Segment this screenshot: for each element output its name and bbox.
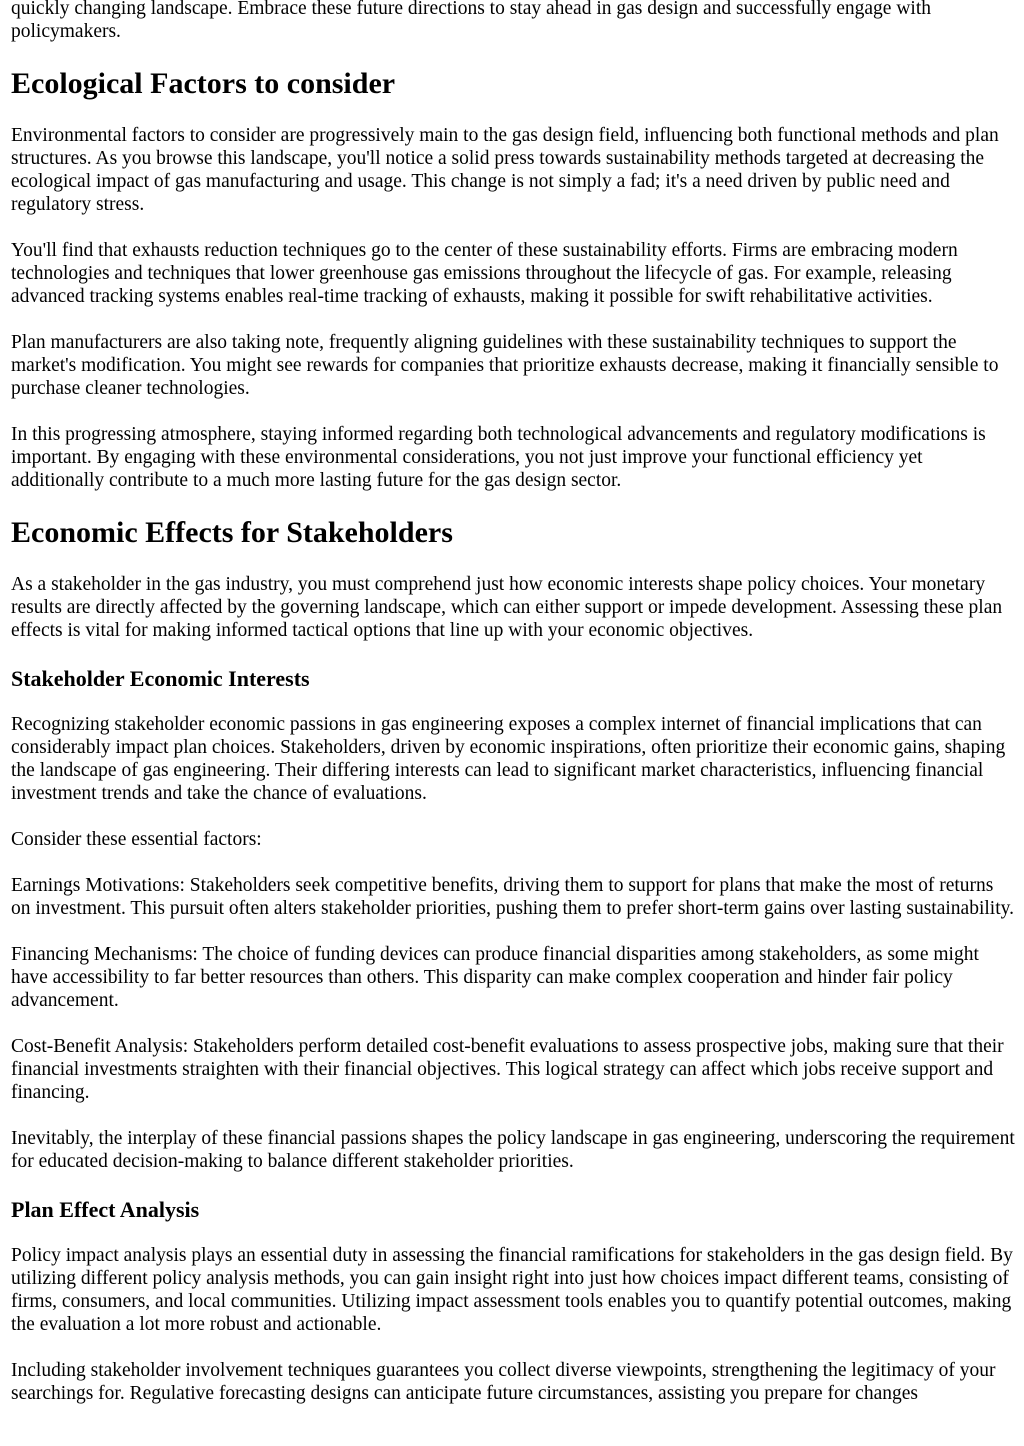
- paragraph: Cost-Benefit Analysis: Stakeholders perform detailed cost-benefit evaluations to assess prospective jobs, making sure that their financial investments straighten with their financial objectives. This logical strategy can affect which jobs receive support and financing.: [11, 1036, 1004, 1103]
- subsection-heading-analysis: Plan Effect Analysis: [11, 1197, 200, 1222]
- paragraph: As a stakeholder in the gas industry, you must comprehend just how economic interests shape policy choices. Your monetary results are directly affected by the governing landscape, which can either support or impede development. Assessing these plan effects is vital for making informed tactical options that line up with your economic objectives.: [11, 574, 1003, 641]
- article-body: [11, 0, 1015, 1428]
- paragraph: Recognizing stakeholder economic passions in gas engineering exposes a complex internet of financial implications that can considerably impact plan choices. Stakeholders, driven by economic inspirations, often prioritize their economic gains, shaping the landscape of gas engineering. Their differing interests can lead to significant market characteristics, influencing financial investment trends and take the chance of evaluations.: [11, 714, 1006, 804]
- paragraph: Including stakeholder involvement techniques guarantees you collect diverse viewpoints, strengthening the legitimacy of your searchings for. Regulative forecasting designs can anticipate future circumstances, assisting you prepare for changes: [11, 1360, 996, 1404]
- paragraph: You'll find that exhausts reduction techniques go to the center of these sustainability efforts. Firms are embracing modern technologies and techniques that lower greenhouse gas emissions throughout the lifecycle of gas. For example, releasing advanced tracking systems enables real-time tracking of exhausts, making it possible for swift rehabilitative activities.: [11, 240, 958, 307]
- paragraph: Financing Mechanisms: The choice of funding devices can produce financial disparities among stakeholders, as some might have accessibility to far better resources than others. This disparity can make complex cooperation and hinder fair policy advancement.: [11, 944, 979, 1011]
- paragraph: In this progressing atmosphere, staying informed regarding both technological advancements and regulatory modifications is important. By engaging with these environmental considerations, you not just improve your functional efficiency yet additionally contribute to a much more lasting future for the gas design sector.: [11, 424, 986, 491]
- paragraph: Consider these essential factors:: [11, 829, 262, 850]
- section-heading-economic: Economic Effects for Stakeholders: [11, 516, 453, 549]
- paragraph: Plan manufacturers are also taking note, frequently aligning guidelines with these sustainability techniques to support the market's modification. You might see rewards for companies that prioritize exhausts decrease, making it financially sensible to purchase cleaner technologies.: [11, 332, 999, 399]
- paragraph: Inevitably, the interplay of these financial passions shapes the policy landscape in gas engineering, underscoring the requirement for educated decision-making to balance different stakeholder priorities.: [11, 1128, 1015, 1172]
- paragraph: Environmental factors to consider are progressively main to the gas design field, influencing both functional methods and plan structures. As you browse this landscape, you'll notice a solid press towards sustainability methods targeted at decreasing the ecological impact of gas manufacturing and usage. This change is not simply a fad; it's a need driven by public need and regulatory stress.: [11, 125, 999, 215]
- intro-paragraph: quickly changing landscape. Embrace these future directions to stay ahead in gas design and successfully engage with policymakers.: [11, 0, 931, 42]
- paragraph: Policy impact analysis plays an essential duty in assessing the financial ramifications for stakeholders in the gas design field. By utilizing different policy analysis methods, you can gain insight right into just how choices impact different teams, consisting of firms, consumers, and local communities. Utilizing impact assessment tools enables you to quantify potential outcomes, making the evaluation a lot more robust and actionable.: [11, 1245, 1013, 1335]
- subsection-heading-interests: Stakeholder Economic Interests: [11, 666, 310, 691]
- section-heading-ecological: Ecological Factors to consider: [11, 67, 396, 100]
- paragraph: Earnings Motivations: Stakeholders seek competitive benefits, driving them to support for plans that make the most of returns on investment. This pursuit often alters stakeholder priorities, pushing them to prefer short-term gains over lasting sustainability.: [11, 875, 1014, 919]
